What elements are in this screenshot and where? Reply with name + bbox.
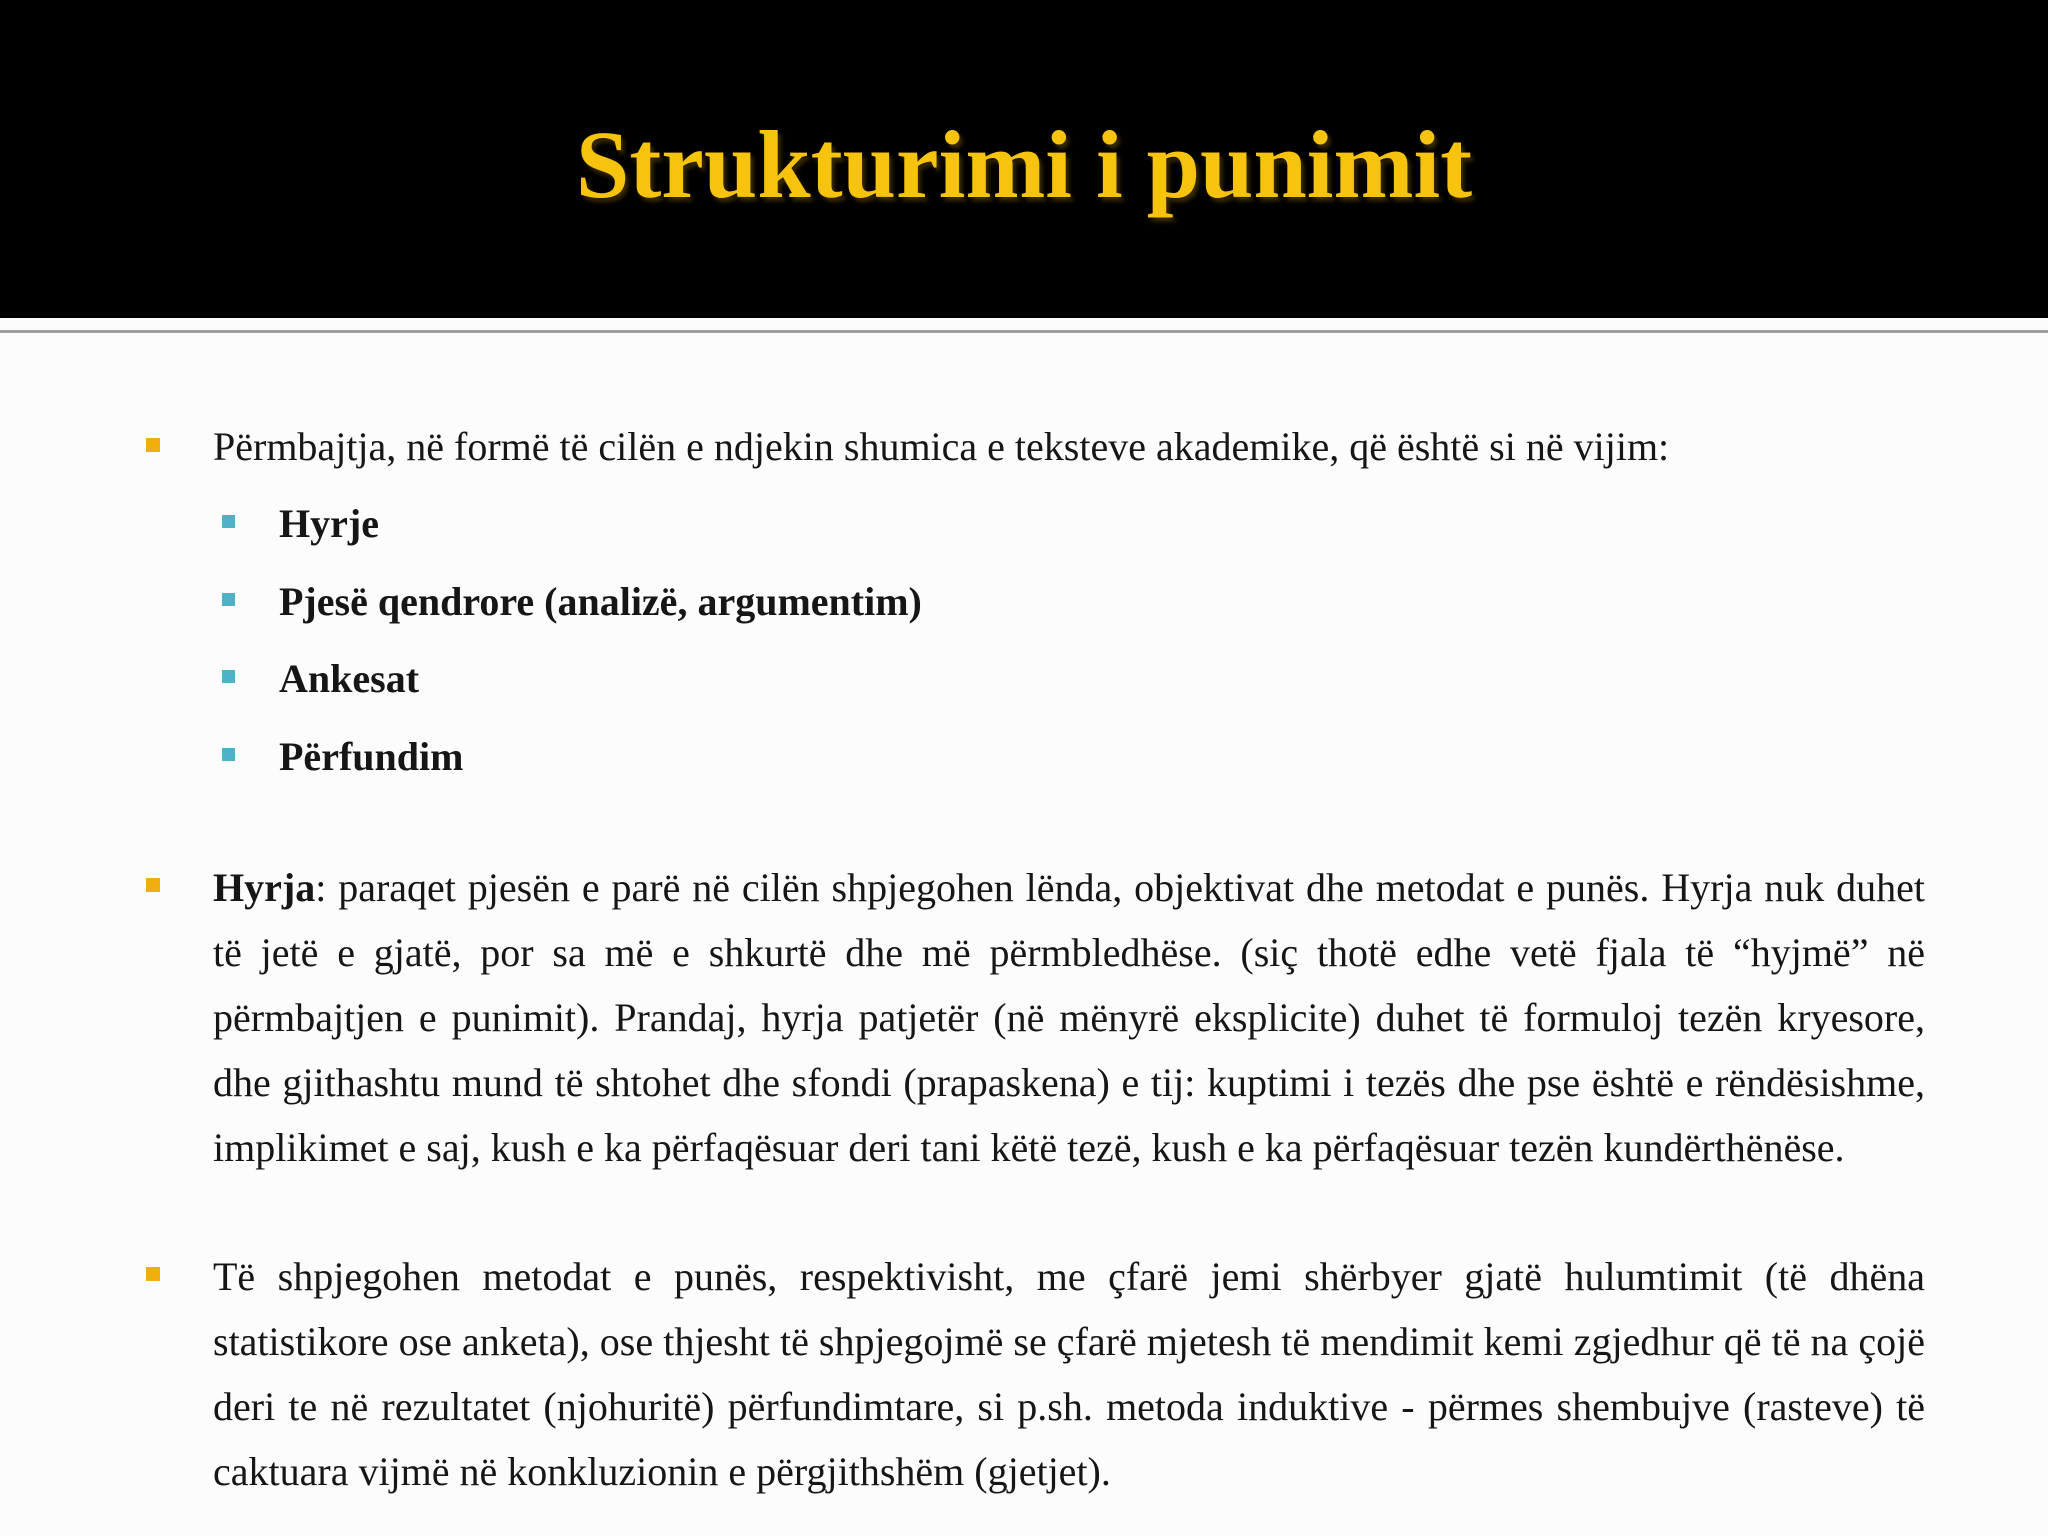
- sub-bullet-square-icon: [222, 670, 235, 683]
- header-divider: [0, 330, 2048, 333]
- section-item-perfundim: Përfundim: [279, 734, 464, 779]
- section-item-ankesat: Ankesat: [279, 656, 420, 701]
- bullet-square-icon: [146, 1267, 160, 1281]
- methods-paragraph: Të shpjegohen metodat e punës, respektivisht, me çfarë jemi shërbyer gjatë hulumtimit (të dhëna statistikore ose anketa), ose thjesht të shpjegojmë se çfarë mjetesh të mendimit kemi zgjedhur që të na çojë deri te në rezultatet (njohuritë) përfundimtare, si p.sh. metoda induktive - përmes shembujve (rasteve) të caktuara vijmë në konkluzionin e përgjithshëm (gjetjet).: [213, 1254, 1925, 1494]
- section-item-pjese-qendrore: Pjesë qendrore (analizë, argumentim): [279, 579, 922, 624]
- slide-header: [0, 0, 2048, 318]
- sub-bullet-square-icon: [222, 515, 235, 528]
- bullet-square-icon: [146, 878, 160, 892]
- sub-bullet-square-icon: [222, 593, 235, 606]
- slide-title: Strukturimi i punimit: [575, 111, 1473, 218]
- hyrja-text: : paraqet pjesën e parë në cilën shpjegohen lënda, objektivat dhe metodat e punës. Hyrja nuk duhet të jetë e gjatë, por sa më e shkurtë dhe më përmbledhëse. (siç thotë edhe vetë fjala të “hyjmë” në përmbajtjen e punimit). Prandaj, hyrja patjetër (në mënyrë eksplicite) duhet të formuloj tezën kryesore, dhe gjithashtu mund të shtohet dhe sfondi (prapaskena) e tij: kuptimi i tezës dhe pse është e rëndësishme, implikimet e saj, kush e ka përfaqësuar deri tani këtë tezë, kush e ka përfaqësuar tezën kundërthënëse.: [213, 865, 1925, 1170]
- hyrja-term: Hyrja: [213, 865, 316, 910]
- sub-bullet-square-icon: [222, 748, 235, 761]
- bullet-square-icon: [146, 438, 160, 452]
- hyrja-paragraph: [213, 855, 1925, 1180]
- intro-text: Përmbajtja, në formë të cilën e ndjekin shumica e teksteve akademike, që është si në vijim:: [213, 424, 1670, 469]
- section-item-hyrje: Hyrje: [279, 501, 379, 546]
